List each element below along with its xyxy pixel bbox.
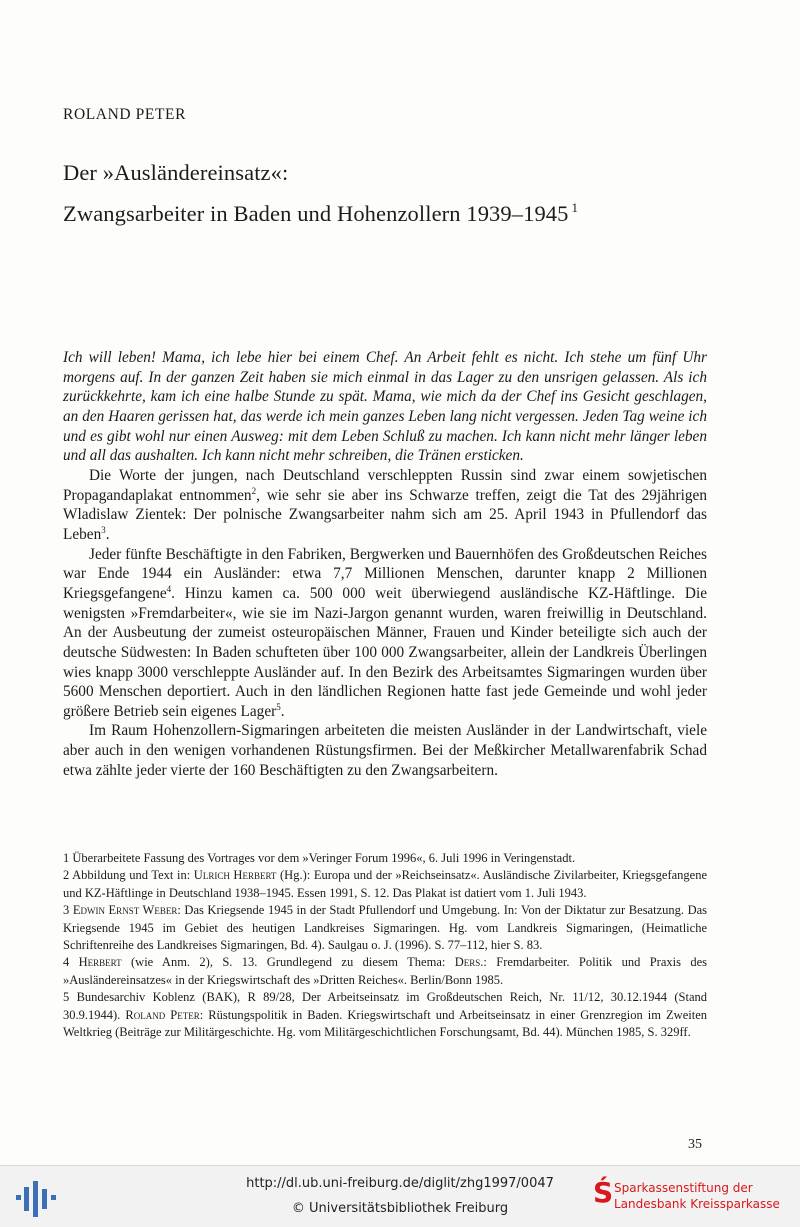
title-footnote-ref: 1 <box>571 200 579 215</box>
paragraph-2-part-a: Jeder fünfte Beschäftigte in den Fabriken, Bergwerken und Bauernhöfen des Großdeutschen Reiches war Ende 1944 ein Ausländer: etwa 7,7 Millionen Menschen, darunter knapp 2 Millionen Kriegsgefangene <box>63 545 707 602</box>
copyright-notice: © Universitätsbibliothek Freiburg <box>291 1201 509 1216</box>
article-title-line2 <box>63 200 578 227</box>
footnote-2-author: Ulrich Herbert <box>193 868 277 883</box>
opening-quote: Ich will leben! Mama, ich lebe hier bei einem Chef. An Arbeit fehlt es nicht. Ich stehe um fünf Uhr morgens auf. In der ganzen Zeit haben sie mich einmal in das Lager zu den unsrigen gelassen. Als ich zurückkehrte, kam ich eine halbe Stunde zu spät. Mama, wie mich da der Chef ins Gesicht geschlagen, an den Haaren gerissen hat, das werde ich mein ganzes Leben lang nicht vergessen. Jeden Tag weine ich und es gibt wohl nur einen Ausweg: mit dem Leben Schluß zu machen. Ich kann nicht mehr länger leben und all das aushalten. Ich kann nicht mehr schreiben, die Tränen ersticken. <box>63 349 707 465</box>
footnote-3-part-b: : Das Kriegsende 1945 in der Stadt Pfullendorf und Umgebung. In: Von der Diktatur zur Besatzung. Das Kriegsende 1945 im Gebiet des heutigen Landkreises Sigmaringen. Hg. vom Landkreis Sigmaringen, (Heimatliche Schriftenreihe des Landkreises Sigmaringen, Bd. 4). Saulgau o. J. (1996). S. 77–112, hier S. 83. <box>63 903 708 953</box>
footnote-3 <box>63 902 707 954</box>
footnote-3-author: Edwin Ernst Weber <box>72 903 178 918</box>
footnote-3-part-a: 3 <box>63 903 73 918</box>
author-name: ROLAND PETER <box>63 106 187 123</box>
footnote-ref-5: 5 <box>276 701 281 712</box>
permalink-url[interactable]: http://dl.ub.uni-freiburg.de/diglit/zhg1997/0047 <box>246 1176 554 1191</box>
paragraph-1-part-b: , wie sehr sie aber ins Schwarze treffen, zeigt die Tat des 29jährigen Wladislaw Zientek: Der polnische Zwangsarbeiter nahm sich am 25. April 1943 in Pfullendorf das Leben <box>63 486 707 543</box>
article-title-line2-text: Zwangsarbeiter in Baden und Hohenzollern 1939–1945 <box>63 201 569 226</box>
footnote-4-author-2: Ders. <box>454 955 484 970</box>
article-title-line1: Der »Ausländereinsatz«: <box>63 160 289 185</box>
sparkasse-logo-icon: Ś <box>593 1176 614 1209</box>
footnote-1: 1 Überarbeitete Fassung des Vortrages vor dem »Veringer Forum 1996«, 6. Juli 1996 in Veringenstadt. <box>63 851 576 865</box>
footnotes <box>63 850 707 1041</box>
footnote-4 <box>63 954 707 989</box>
body-text <box>63 348 707 780</box>
footnote-5 <box>63 989 707 1041</box>
sponsor-line-2: Landesbank Kreissparkasse <box>614 1197 780 1211</box>
footnote-4-part-b: (wie Anm. 2), S. 13. Grundlegend zu diesem Thema: <box>121 955 455 970</box>
paragraph-2 <box>63 545 707 722</box>
viewer-footer <box>0 1165 800 1227</box>
footnote-5-part-b: : Rüstungspolitik in Baden. Kriegswirtschaft und Arbeitseinsatz in einer Grenzregion im Zweiten Weltkrieg (Beiträge zur Militärgeschichte. Hg. vom Militärgeschichtlichen Forschungsamt, Bd. 44). München 1985, S. 329ff. <box>63 1007 707 1040</box>
footnote-4-author-1: Herbert <box>78 955 122 970</box>
footnote-ref-3: 3 <box>101 524 106 535</box>
sponsor-text <box>614 1180 780 1212</box>
footnote-4-part-a: 4 <box>63 955 79 970</box>
footnote-ref-2: 2 <box>251 485 257 496</box>
footnote-4-part-c: : Fremdarbeiter. Politik und Praxis des »Ausländereinsatzes« in der Kriegswirtschaft des »Dritten Reiches«. Berlin/Bonn 1985. <box>63 955 708 987</box>
footnote-ref-4: 4 <box>166 583 172 594</box>
paragraph-1 <box>63 466 707 545</box>
paragraph-1-part-c: . <box>105 525 110 543</box>
footnote-5-author: Roland Peter <box>125 1007 200 1022</box>
paragraph-1-part-a: Die Worte der jungen, nach Deutschland verschleppten Russin sind zwar einem sowjetischen Propagandaplakat entnommen <box>63 466 707 504</box>
paragraph-2-part-b: . Hinzu kamen ca. 500 000 weit überwiegend ausländische KZ-Häftlinge. Die wenigsten »Fremdarbeiter«, wie sie im Nazi-Jargon genannt wurden, waren freiwillig in Deutschland. An der Ausbeutung der zumeist osteuropäischen Männer, Frauen und Kinder beteiligte sich auch der deutsche Südwesten: In Baden schufteten über 100 000 Zwangsarbeiter, allein der Landkreis Überlingen wies knapp 3000 verschleppte Ausländer auf. In den Bezirk des Arbeitsamtes Sigmaringen wurden über 5600 Menschen deportiert. Auch in den ländlichen Regionen hatte fast jede Gemeinde und wohl jeder größere Betrieb sein eigenes Lager <box>63 584 707 720</box>
footnote-2-part-a: 2 Abbildung und Text in: <box>63 868 194 883</box>
paragraph-2-part-c: . <box>280 702 285 720</box>
footnote-2-part-b: (Hg.): Europa und der »Reichseinsatz«. Ausländische Zivilarbeiter, Kriegsgefangene und KZ-Häftlinge in Deutschland 1938–1945. Essen 1991, S. 12. Das Plakat ist datiert vom 1. Juli 1943. <box>63 868 708 900</box>
footnote-5-part-a: 5 Bundesarchiv Koblenz (BAK), R 89/28, Der Arbeitseinsatz im Großdeutschen Reich, Nr. 11/12, 30.12.1944 (Stand 30.9.1944). <box>63 990 707 1022</box>
page-number: 35 <box>688 1137 702 1152</box>
footnote-2 <box>63 867 707 902</box>
paragraph-3: Im Raum Hohenzollern-Sigmaringen arbeiteten die meisten Ausländer in der Landwirtschaft, viele aber auch in den wenigen vorhandenen Rüstungsfirmen. Bei der Meßkircher Metallwarenfabrik Schad etwa zählte jeder vierte der 160 Beschäftigten zu den Zwangsarbeitern. <box>63 722 707 779</box>
sponsor-line-1: Sparkassenstiftung der <box>614 1181 753 1195</box>
